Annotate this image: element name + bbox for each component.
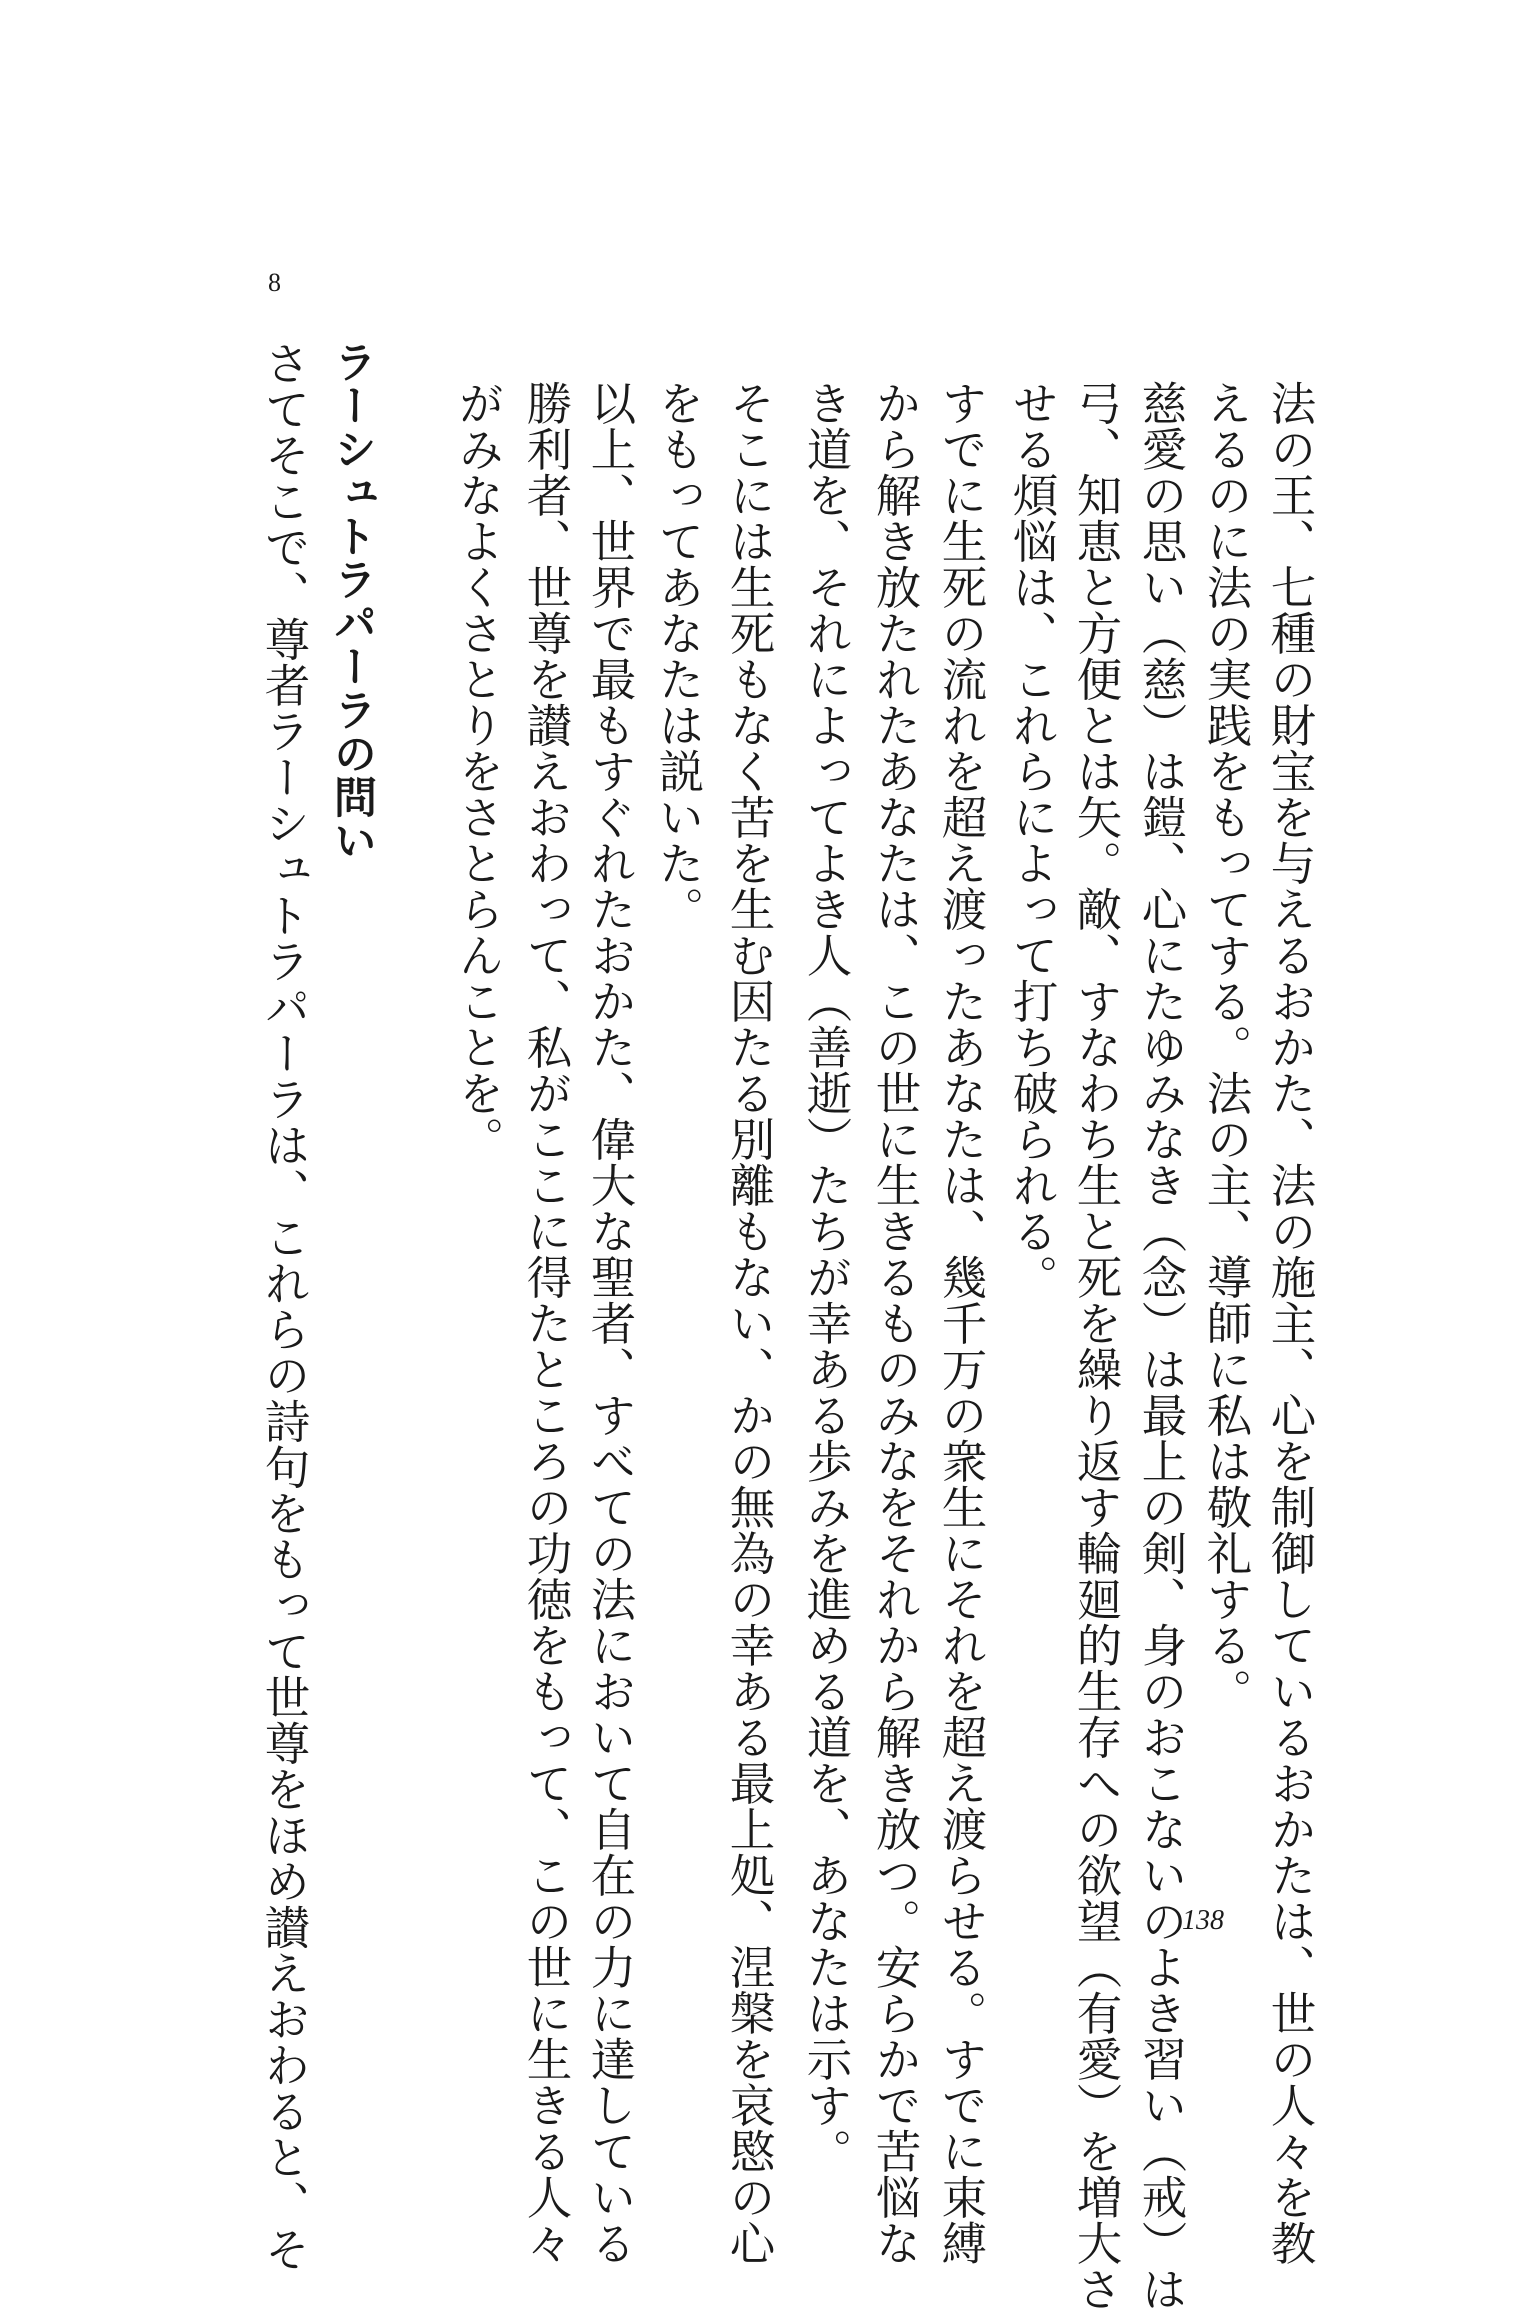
text-line-12: 勝利者、世尊を讃えおわって、私がここに得たところの功徳をもって、この世に生きる人々 [520,380,573,2266]
text-line-2: えるのに法の実践をもってする。法の主、導師に私は敬礼する。 [1200,380,1253,1714]
text-line-11: 以上、世界で最もすぐれたおかた、偉大な聖者、すべての法において自在の力に達している [584,380,637,2266]
text-line-6: すでに生死の流れを超え渡ったあなたは、幾千万の衆生にそれを超え渡らせる。すでに束縛 [935,380,988,2266]
page-number: 138 [1182,1905,1224,1936]
text-line-8: き道を、それによってよき人（善逝）たちが幸ある歩みを進める道を、あなたは示す。 [800,380,853,2174]
section-heading: ラーシュトラパーラの問い [327,340,377,862]
text-line-1: 法の王、七種の財宝を与えるおかた、法の施主、心を制御しているおかたは、世の人々を教 [1264,380,1317,2266]
section-number: 8 [268,268,281,297]
text-line-4: 弓、知恵と方便とは矢。敵、すなわち生と死を繰り返す輪廻的生存への欲望（有愛）を増大さ [1070,380,1123,2312]
text-line-10: をもってあなたは説いた。 [652,380,705,932]
text-line-7: から解き放たれたあなたは、この世に生きるものみなをそれから解き放つ。安らかで苦悩な [869,380,922,2266]
text-line-3: 慈愛の思い（慈）は鎧、心にたゆみなき（念）は最上の剣、身のおこないのよき習い（戒）は [1135,380,1188,2312]
text-line-closing: さてそこで、尊者ラーシュトラパーラは、これらの詩句をもって世尊をほめ讃えおわると、そ [258,340,311,2272]
text-line-13: がみなよくさとりをさとらんことを。 [452,380,505,1162]
text-line-9: そこには生死もなく苦を生む因たる別離もない、かの無為の幸ある最上処、涅槃を哀愍の心 [723,380,776,2266]
text-line-5: せる煩悩は、これらによって打ち破られる。 [1006,380,1059,1300]
